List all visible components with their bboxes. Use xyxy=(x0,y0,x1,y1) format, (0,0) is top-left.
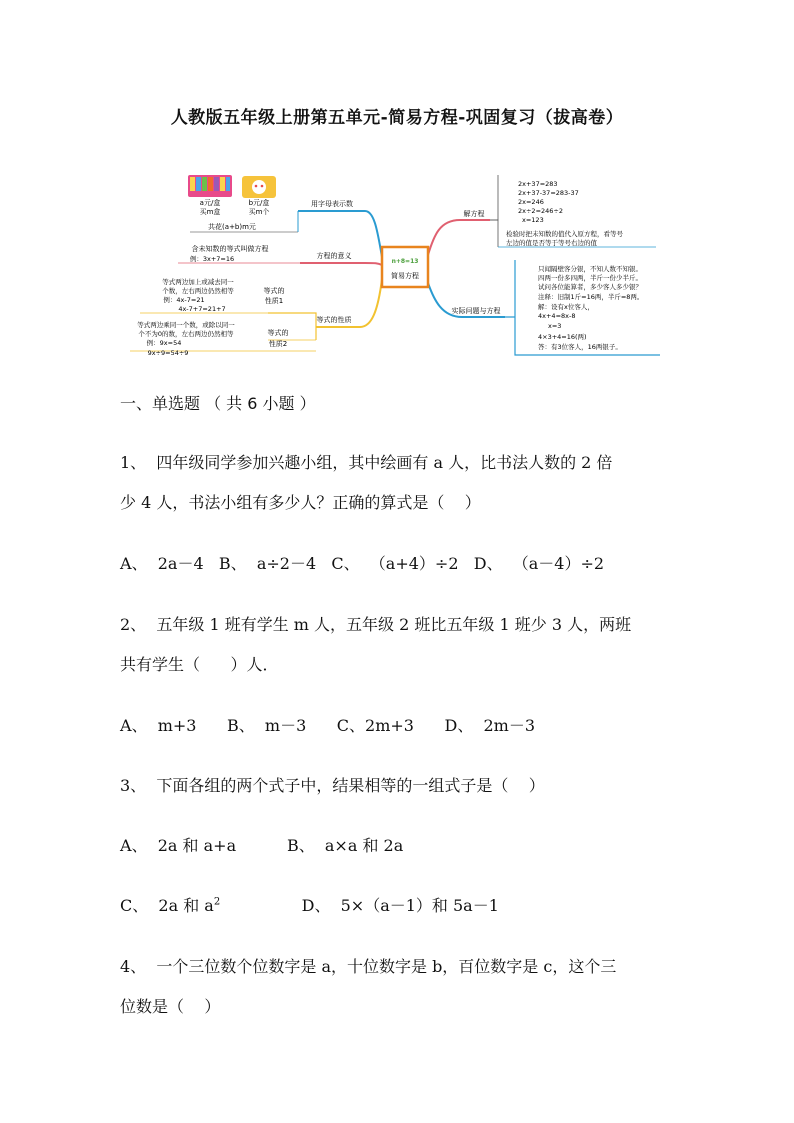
prop1-text-3: 例：4x-7=21 xyxy=(163,296,205,304)
prop2-label-1: 等式的 xyxy=(267,329,289,337)
question-4-line-2: 位数是（ ） xyxy=(120,997,221,1016)
check-text-1: 检验时把未知数的值代入原方程，看等号 xyxy=(506,230,623,238)
prop1-text-1: 等式两边加上或减去同一 xyxy=(162,278,234,286)
meaning-text-2: 例：3x+7=16 xyxy=(189,255,235,263)
solve-steps xyxy=(518,180,579,224)
practical-line: 4x+4=8x-8 xyxy=(538,312,576,320)
practical-line: x=3 xyxy=(548,322,562,330)
product-image-crayons xyxy=(188,175,232,197)
practical-line: 4×3+4=16(两) xyxy=(538,333,587,341)
prop2-text-2: 个不为0的数，左右两边仍然相等 xyxy=(138,330,234,338)
practical-line: 只闻隔壁客分银，不知人数不知银。 xyxy=(538,265,642,273)
question-2-line-2: 共有学生（ ）人． xyxy=(120,655,279,674)
center-node xyxy=(382,247,428,287)
center-picture: n+8=13 xyxy=(391,258,419,265)
prop1-text-4: 4x-7+7=21+7 xyxy=(178,305,226,313)
branch-letters: 用字母表示数 xyxy=(311,200,353,208)
item2-qty: 买m个 xyxy=(248,208,270,216)
mind-map xyxy=(120,165,676,365)
prop2-text-3: 例：9x=54 xyxy=(146,339,182,347)
branch-properties: 等式的性质 xyxy=(316,316,352,324)
practical-line: 解：设有x位客人， xyxy=(538,303,594,311)
branch-solve: 解方程 xyxy=(463,210,485,218)
solve-step: 2x+37-37=283-37 xyxy=(518,189,579,197)
section-heading: 一、单选题 （ 共 6 小题 ） xyxy=(120,394,316,413)
center-label: 简易方程 xyxy=(391,272,419,280)
option-c-exponent: 2 xyxy=(213,896,221,908)
branch-meaning: 方程的意义 xyxy=(316,252,352,260)
question-2-options: A、 m+3 B、 m－3 C、2m+3 D、 2m－3 xyxy=(120,716,536,735)
question-3-options-cd xyxy=(120,898,499,914)
item2-price: b元/盒 xyxy=(248,199,270,207)
practical-line: 答：有3位客人，16两银子。 xyxy=(538,343,622,351)
question-1-options: A、 2a－4 B、 a÷2－4 C、 （a+4）÷2 D、 （a－4）÷2 xyxy=(120,554,605,573)
question-4-line-1: 4、 一个三位数个位数字是 a，十位数字是 b，百位数字是 c，这个三 xyxy=(120,957,617,976)
meaning-text-1: 含未知数的等式叫做方程 xyxy=(191,245,269,253)
prop2-text-1: 等式两边乘同一个数，或除以同一 xyxy=(137,321,235,329)
prop2-label-2: 性质2 xyxy=(268,340,288,348)
check-text-2: 左边的值是否等于等号右边的值 xyxy=(506,239,597,247)
practical-line: 试问各位能算者，多少客人多少银？ xyxy=(538,283,642,291)
practical-line: 注释：旧制1斤=16两，半斤=8两。 xyxy=(538,293,644,301)
solve-step: x=123 xyxy=(522,216,544,224)
solve-step: 2x=246 xyxy=(518,198,544,206)
practical-lines xyxy=(538,264,643,351)
question-1-line-1: 1、 四年级同学参加兴趣小组，其中绘画有 a 人，比书法人数的 2 倍 xyxy=(120,453,613,472)
page-title: 人教版五年级上册第五单元-简易方程-巩固复习（拔高卷） xyxy=(170,108,624,128)
question-1-line-2: 少 4 人，书法小组有多少人？正确的算式是（ ） xyxy=(120,493,481,512)
practical-line: 四两一份多四两，半斤一份少半斤。 xyxy=(538,274,642,282)
solve-step: 2x+37=283 xyxy=(518,180,558,188)
prop1-text-2: 个数，左右两边仍然相等 xyxy=(162,287,234,295)
solve-step: 2x÷2=246÷2 xyxy=(518,207,563,215)
total-cost: 共花(a+b)m元 xyxy=(208,223,256,231)
item1-price: a元/盒 xyxy=(199,199,221,207)
prop1-label-2: 性质1 xyxy=(264,297,284,305)
branch-practical: 实际问题与方程 xyxy=(451,307,501,315)
question-2-line-1: 2、 五年级 1 班有学生 m 人，五年级 2 班比五年级 1 班少 3 人，两班 xyxy=(120,615,632,634)
option-d-text: D、 5×（a－1）和 5a－1 xyxy=(220,896,499,915)
question-3-line-1: 3、 下面各组的两个式子中，结果相等的一组式子是（ ） xyxy=(120,776,545,795)
item1-qty: 买m盒 xyxy=(199,208,221,216)
prop2-text-4: 9x÷9=54÷9 xyxy=(147,349,189,357)
prop1-label-1: 等式的 xyxy=(263,287,285,295)
question-3-options-ab: A、 2a 和 a+a B、 a×a 和 2a xyxy=(120,836,404,855)
option-c-text: C、 2a 和 a xyxy=(120,896,214,915)
product-image-box xyxy=(242,176,276,198)
